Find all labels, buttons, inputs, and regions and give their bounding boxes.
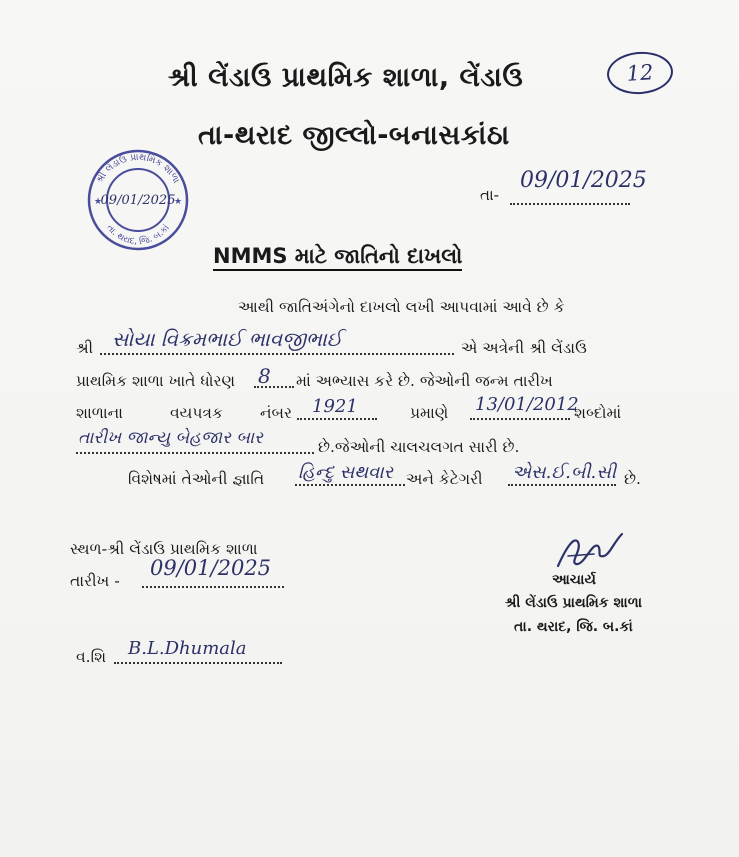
birthdate-field-line (470, 418, 570, 420)
name-field-line (100, 353, 454, 355)
principal-school: શ્રી લેંડાઉ પ્રાથમિક શાળા (505, 595, 643, 611)
stamp-date: 09/01/2025 (100, 193, 176, 208)
stamp-outer-text: શ્રી લેંડાઉ પ્રાથમિક શાળા (94, 151, 182, 186)
body-line-5-rest: છે.જેઓની ચાલચલગત સારી છે. (318, 438, 520, 456)
footer-date-line (142, 586, 284, 588)
vsh-label: વ.શિ (76, 648, 107, 666)
birth-date: 13/01/2012 (475, 394, 579, 415)
category-field-line (508, 484, 616, 486)
body-line-4b: વયપત્રક (170, 404, 223, 422)
category-value: એસ.ઈ.બી.સી (512, 462, 616, 483)
certificate-heading: NMMS માટે જાતિનો દાખલો (213, 243, 462, 271)
register-number: 1921 (312, 396, 358, 417)
location-line: તા-થરાદ જીલ્લો-બનાસકાંઠા (198, 120, 510, 151)
birth-date-words: તારીખ જાન્યુ બેહજાર બાર (78, 428, 263, 448)
principal-address: તા. થરાદ, જિ. બ.કાં (514, 619, 633, 635)
footer-date-label: તારીખ - (70, 572, 120, 590)
footer-date-value: 09/01/2025 (150, 556, 272, 580)
star-icon: ★ (174, 197, 183, 207)
student-name: સોયા વિક્રમભાઈ ભાવજીભાઈ (112, 327, 343, 351)
birthdate-words-line (76, 452, 314, 454)
body-line-3a: પ્રાથમિક શાળા ખાતે ધોરણ (76, 372, 236, 390)
body-line-4a: શાળાના (76, 404, 123, 422)
body-line-3b: માં અભ્યાસ કરે છે. જેઓની જન્મ તારીખ (296, 372, 553, 390)
body-line-4c: નંબર (260, 404, 293, 422)
body-line-1: આથી જાતિઅંગેનો દાખલો લખી આપવામાં આવે છે કે (238, 298, 565, 316)
date-top-label: તા- (480, 186, 500, 204)
stamp-inner-text: તા. થરાદ, જિ. બ.કાં (104, 223, 172, 248)
vsh-field-line (114, 662, 282, 664)
standard-value: 8 (258, 364, 271, 388)
star-icon: ★ (94, 197, 103, 207)
caste-field-line (295, 484, 405, 486)
school-title: શ્રી લેંડાઉ પ્રાથમિક શાળા, લેંડાઉ (168, 62, 524, 93)
body-line-2-rest: એ અત્રેની શ્રી લેંડાઉ (461, 339, 587, 357)
page-number: 12 (606, 50, 675, 97)
body-line-6a: વિશેષમાં તેઓની જ્ઞાતિ (128, 470, 265, 488)
principal-signature (548, 528, 628, 574)
school-stamp (86, 148, 190, 252)
caste-value: હિન્દુ સથવાર (298, 462, 393, 483)
place-label: સ્થળ-શ્રી લેંડાઉ પ્રાથમિક શાળા (70, 540, 258, 558)
register-field-line (297, 418, 377, 420)
body-line-6b: અને કેટેગરી (406, 470, 483, 488)
body-line-4d: પ્રમાણે (410, 404, 449, 422)
date-top-line (510, 203, 630, 205)
vsh-value: B.L.Dhumala (128, 638, 247, 659)
shri-label: શ્રી (76, 339, 94, 357)
body-line-4e: શબ્દોમાં (574, 404, 622, 422)
date-top-value: 09/01/2025 (520, 168, 647, 193)
principal-title: આચાર્ય (552, 572, 596, 588)
body-line-6c: છે. (624, 470, 641, 488)
